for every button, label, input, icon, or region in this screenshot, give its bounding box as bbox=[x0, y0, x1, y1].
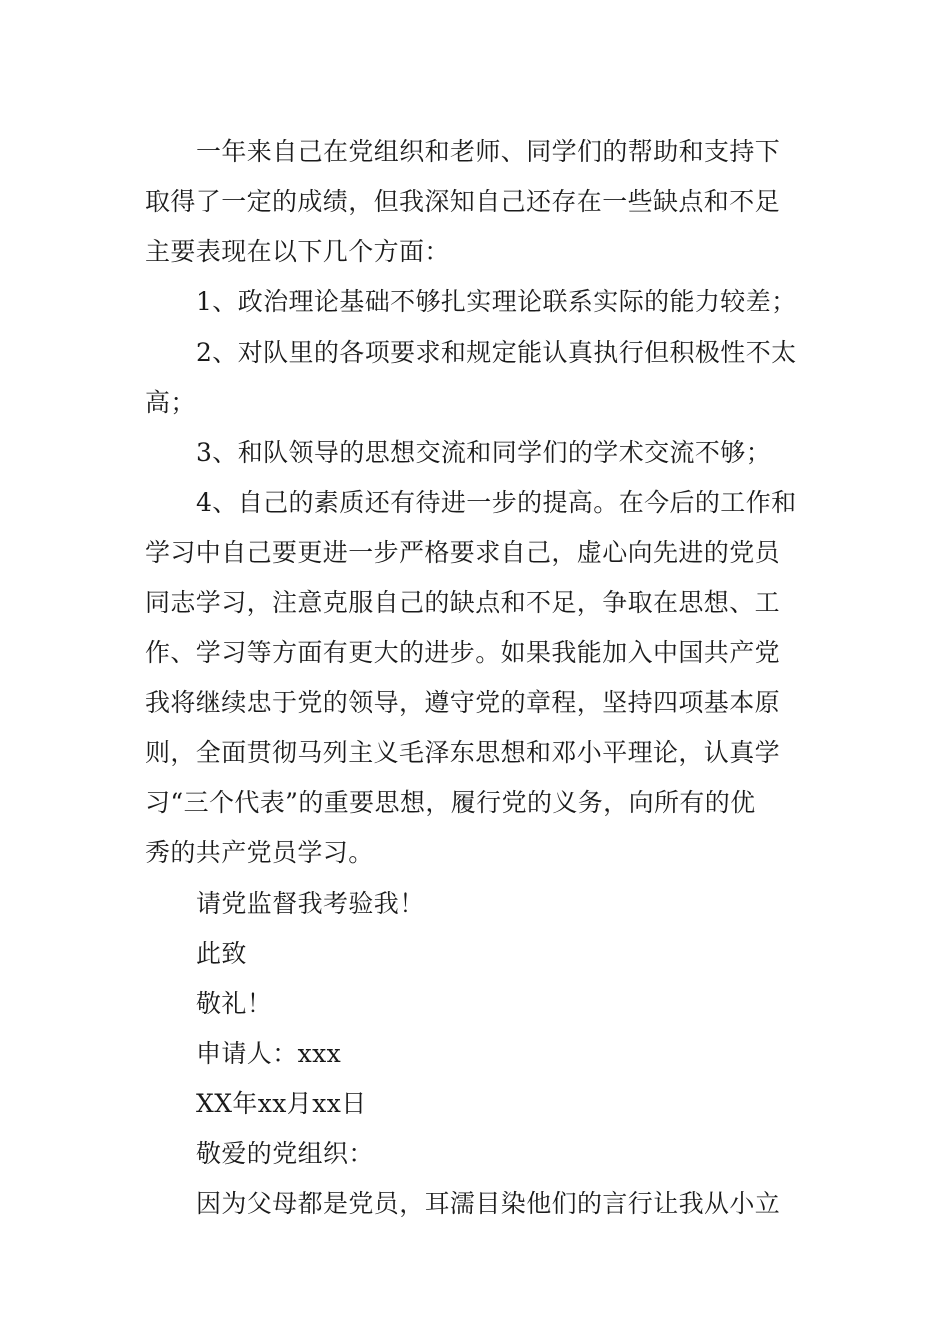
date-line: XX年xx月xx日 bbox=[196, 1089, 367, 1118]
list-item: 2、对队里的各项要求和规定能认真执行但积极性不太 bbox=[196, 338, 797, 367]
paragraph-line: 习“三个代表”的重要思想，履行党的义务，向所有的优 bbox=[145, 788, 756, 817]
paragraph-line: 学习中自己要更进一步严格要求自己，虚心向先进的党员 bbox=[145, 538, 781, 567]
paragraph-line: 因为父母都是党员，耳濡目染他们的言行让我从小立 bbox=[196, 1189, 781, 1218]
list-item: 1、政治理论基础不够扎实理论联系实际的能力较差； bbox=[196, 287, 797, 316]
closing-line: 请党监督我考验我！ bbox=[196, 889, 425, 918]
paragraph-line: 则，全面贯彻马列主义毛泽东思想和邓小平理论，认真学 bbox=[145, 738, 781, 767]
paragraph-line: 同志学习，注意克服自己的缺点和不足，争取在思想、工 bbox=[145, 588, 781, 617]
paragraph-line: 取得了一定的成绩，但我深知自己还存在一些缺点和不足 bbox=[145, 187, 781, 216]
salutation-line: 敬礼！ bbox=[196, 989, 273, 1018]
paragraph-line: 主要表现在以下几个方面： bbox=[145, 237, 450, 266]
greeting-line: 敬爱的党组织： bbox=[196, 1139, 374, 1168]
list-item: 3、和队领导的思想交流和同学们的学术交流不够； bbox=[196, 438, 772, 467]
paragraph-line: 高； bbox=[145, 388, 196, 417]
paragraph-line: 作、学习等方面有更大的进步。如果我能加入中国共产党 bbox=[145, 638, 781, 667]
applicant-line: 申请人：xxx bbox=[196, 1039, 342, 1068]
paragraph-line: 我将继续忠于党的领导，遵守党的章程，坚持四项基本原 bbox=[145, 688, 781, 717]
salutation-line: 此致 bbox=[196, 939, 247, 968]
paragraph-line: 一年来自己在党组织和老师、同学们的帮助和支持下 bbox=[196, 137, 781, 166]
paragraph-line: 秀的共产党员学习。 bbox=[145, 838, 374, 867]
list-item: 4、自己的素质还有待进一步的提高。在今后的工作和 bbox=[196, 488, 797, 517]
